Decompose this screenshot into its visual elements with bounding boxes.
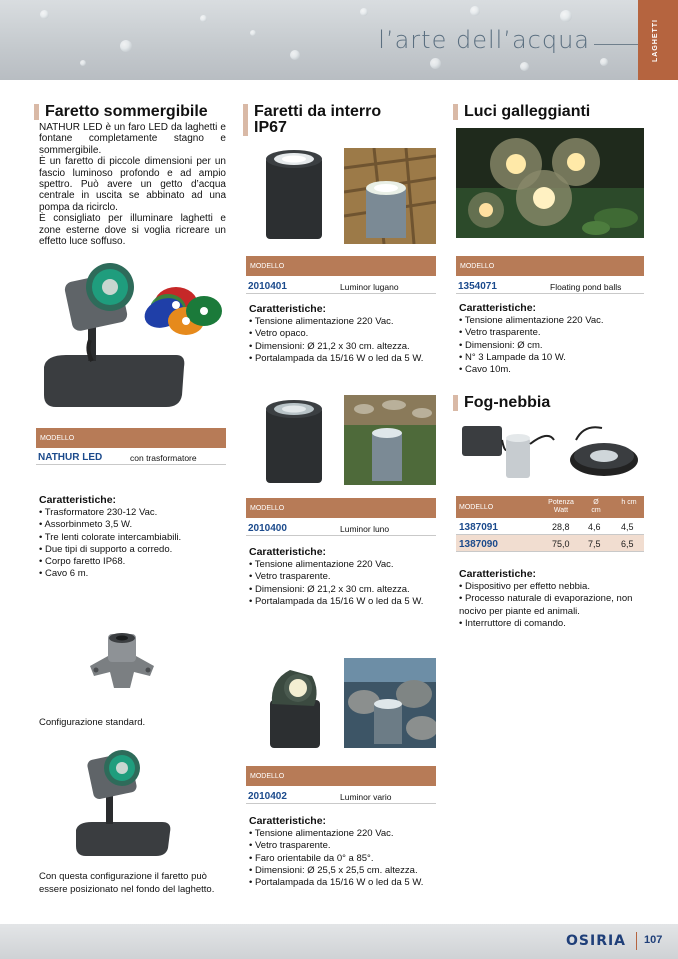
feature-item: • N° 3 Lampade da 10 W. <box>459 352 649 364</box>
page-number: 107 <box>644 934 663 946</box>
feature-item: • Corpo faretto IP68. <box>39 556 229 568</box>
features-title: Caratteristiche: <box>249 303 327 315</box>
water-drop-decoration <box>290 50 300 60</box>
feature-item: • Cavo 6 m. <box>39 568 229 580</box>
feature-item: • Vetro trasparente. <box>249 571 439 583</box>
feature-item: • Dimensioni: Ø 25,5 x 25,5 cm. altezza. <box>249 865 439 877</box>
fog-table-row <box>456 518 644 535</box>
model-description: con trasformatore <box>130 453 197 463</box>
luminor-vario-photo <box>262 660 332 750</box>
model-header-bar: MODELLO <box>246 498 436 518</box>
luminor-lugano-photo <box>262 145 330 245</box>
feature-item: • Vetro opaco. <box>249 328 439 340</box>
col3-title: Luci galleggianti <box>453 104 590 120</box>
model-description: Luminor vario <box>340 792 392 802</box>
feature-item: • Portalampada da 15/16 W o led da 5 W. <box>249 596 439 608</box>
feature-item: • Dimensioni: Ø cm. <box>459 340 649 352</box>
water-drop-decoration <box>120 40 132 52</box>
model-code: 2010402 <box>248 791 287 802</box>
feature-item: • Faro orientabile da 0° a 85°. <box>249 853 439 865</box>
fog-model-table <box>456 496 644 552</box>
feature-item: • Cavo 10m. <box>459 364 649 376</box>
fog-row-power: 28,8 <box>552 522 570 532</box>
feature-item: • Portalampada da 15/16 W o led da 5 W. <box>249 353 439 365</box>
fog-header-height: h cm <box>621 499 637 506</box>
water-drop-decoration <box>250 30 256 36</box>
fog-features <box>459 568 649 630</box>
fog-row-power: 75,0 <box>552 539 570 549</box>
page-footer <box>0 924 678 959</box>
fog-row-diameter: 7,5 <box>588 539 601 549</box>
feature-item: • Trasformatore 230-12 Vac. <box>39 507 229 519</box>
model-row <box>246 520 436 536</box>
col3-features <box>459 302 649 376</box>
features-title: Caratteristiche: <box>249 546 327 558</box>
water-drop-decoration <box>470 6 480 16</box>
feature-item: • Vetro trasparente. <box>249 840 439 852</box>
caption-bottom-config: Con questa configurazione il faretto può essere posizionato nel fondo del laghetto. <box>39 871 215 895</box>
feature-item: • Assorbinmeto 3,5 W. <box>39 519 229 531</box>
fog-header-diameter: Ø cm <box>591 499 601 514</box>
side-tab-label: LAGHETTI <box>652 19 659 62</box>
water-drop-decoration <box>520 62 529 71</box>
col2-title <box>243 104 381 136</box>
model-row <box>246 278 436 294</box>
model-description: Floating pond balls <box>550 282 622 292</box>
water-drop-decoration <box>360 8 368 16</box>
model-header-bar: MODELLO <box>36 428 226 448</box>
features-title: Caratteristiche: <box>249 815 327 827</box>
col1-features <box>39 494 229 580</box>
section-side-tab <box>638 0 678 80</box>
nathur-led-photo <box>36 255 226 415</box>
product-features <box>249 815 439 889</box>
fog-row-code: 1387090 <box>459 539 498 550</box>
header-rule <box>594 44 638 45</box>
water-drop-decoration <box>40 10 49 19</box>
footer-separator <box>636 932 637 950</box>
header-title: l’arte dell’acqua <box>378 26 590 54</box>
model-header-bar: MODELLO <box>456 256 644 276</box>
fog-header-model: MODELLO <box>459 504 494 511</box>
feature-item: • Dimensioni: Ø 21,2 x 30 cm. altezza. <box>249 584 439 596</box>
caption-standard-config: Configurazione standard. <box>39 717 146 728</box>
feature-item: • Dimensioni: Ø 21,2 x 30 cm. altezza. <box>249 341 439 353</box>
fog-table-row <box>456 535 644 552</box>
luminor-lugano-installed-photo <box>344 148 436 244</box>
fog-table-header <box>456 496 644 518</box>
model-header-bar: MODELLO <box>246 256 436 276</box>
product-features <box>249 546 439 608</box>
fog-row-diameter: 4,6 <box>588 522 601 532</box>
feature-item: • Tensione alimentazione 220 Vac. <box>459 315 649 327</box>
feature-item: • Processo naturale di evaporazione, non nocivo per piante ed animali. <box>459 593 649 617</box>
model-row <box>36 449 226 465</box>
model-row <box>456 278 644 294</box>
fog-header-power: Potenza Watt <box>548 499 574 514</box>
model-description: Luminor luno <box>340 524 390 534</box>
feature-item: • Portalampada da 15/16 W o led da 5 W. <box>249 877 439 889</box>
model-description: Luminor lugano <box>340 282 399 292</box>
feature-item: • Due tipi di supporto a corredo. <box>39 544 229 556</box>
col1-description <box>39 122 226 247</box>
col1-paragraph: NATHUR LED è un faro LED da laghetti e fontane completamente stagno e sommergibile. <box>39 122 226 156</box>
col1-paragraph: È un faretto di piccole dimensioni per un fascio luminoso profondo e ad ampio spettro. Può avere un getto d’acqua centrale in uscita se abbinato ad una pompa da ricirclo. <box>39 156 226 213</box>
features-title: Caratteristiche: <box>459 302 537 314</box>
page-header <box>0 0 678 80</box>
model-code: 2010400 <box>248 523 287 534</box>
model-header-bar: MODELLO <box>246 766 436 786</box>
col2-title-line: Faretti da interro <box>254 103 382 120</box>
features-title: Caratteristiche: <box>39 494 117 506</box>
feature-item: • Tre lenti colorate intercambiabili. <box>39 532 229 544</box>
brand-logo: OSIRIA <box>566 933 627 949</box>
feature-item: • Dispositivo per effetto nebbia. <box>459 581 649 593</box>
col1-paragraph: È consigliato per illuminare laghetti e zone esterne dove si voglia ricreare un effetto luce soffuso. <box>39 213 226 248</box>
feature-item: • Interruttore di comando. <box>459 618 649 630</box>
fog-title: Fog-nebbia <box>453 395 550 411</box>
fog-row-code: 1387091 <box>459 522 498 533</box>
luminor-luno-installed-photo <box>344 395 436 485</box>
model-code: 2010401 <box>248 281 287 292</box>
water-drop-decoration <box>80 60 86 66</box>
luminor-luno-photo <box>262 395 330 487</box>
feature-item: • Tensione alimentazione 220 Vac. <box>249 828 439 840</box>
water-drop-decoration <box>600 58 608 66</box>
features-title: Caratteristiche: <box>459 568 537 580</box>
water-drop-decoration <box>200 15 207 22</box>
col1-title: Faretto sommergibile <box>34 104 208 120</box>
col2-title-line: IP67 <box>254 119 287 136</box>
feature-item: • Tensione alimentazione 220 Vac. <box>249 316 439 328</box>
fog-row-height: 6,5 <box>621 539 634 549</box>
product-features <box>249 303 439 365</box>
fog-device-photo <box>458 420 558 484</box>
model-code: NATHUR LED <box>38 452 103 463</box>
fog-row-height: 4,5 <box>621 522 634 532</box>
fog-float-ring-photo <box>564 420 644 484</box>
luminor-vario-installed-photo <box>344 658 436 748</box>
feature-item: • Tensione alimentazione 220 Vac. <box>249 559 439 571</box>
water-drop-decoration <box>430 58 441 69</box>
floating-balls-photo <box>456 128 644 238</box>
support-bracket-photo <box>84 626 160 696</box>
model-code: 1354071 <box>458 281 497 292</box>
model-row <box>246 788 436 804</box>
feature-item: • Vetro trasparente. <box>459 327 649 339</box>
nathur-led-bottom-config-photo <box>72 748 182 858</box>
water-drop-decoration <box>560 10 572 22</box>
